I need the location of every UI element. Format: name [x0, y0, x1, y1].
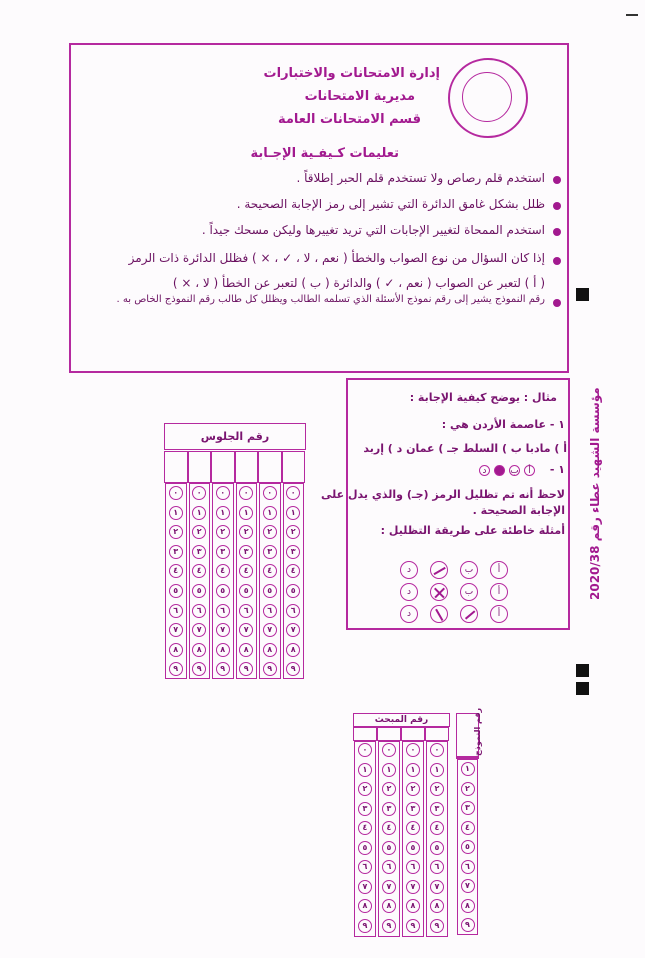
wrong-ex-check	[460, 605, 478, 623]
subject-number-title: رقم المبحث	[353, 713, 450, 727]
instruction-1: استخدم قلم رصاص ولا تستخدم قلم الحبر إطلاقاً .	[296, 171, 545, 185]
seat-bubble[interactable]: ٦	[239, 604, 253, 618]
seat-bubble[interactable]: ٩	[239, 662, 253, 676]
seat-bubble[interactable]: ٢	[192, 525, 206, 539]
subject-bubble[interactable]: ٧	[358, 880, 372, 894]
seat-bubble[interactable]: ٩	[263, 662, 277, 676]
subject-digit-box	[353, 727, 377, 741]
wrong-ex-alef: أ	[490, 561, 508, 579]
seat-digit-box	[235, 451, 259, 483]
instruction-3: استخدم الممحاة لتغيير الإجابات التي تريد تغييرها وليكن مسحك جيداً .	[201, 223, 545, 237]
wrong-ex-scribble	[430, 561, 448, 579]
model-number-title: رقم النموذج	[456, 713, 479, 757]
seat-bubble[interactable]: ٤	[216, 564, 230, 578]
seat-bubble[interactable]: ١	[263, 506, 277, 520]
seat-digit-box	[211, 451, 235, 483]
bullet-3	[553, 228, 561, 236]
seat-bubble[interactable]: ٥	[169, 584, 183, 598]
subject-bubble[interactable]: ٢	[406, 782, 420, 796]
corner-dash	[626, 14, 638, 16]
seat-bubble[interactable]: ٩	[216, 662, 230, 676]
subject-digit-box	[377, 727, 401, 741]
model-bubble[interactable]: ٨	[461, 899, 475, 913]
seat-bubble[interactable]: ٠	[216, 486, 230, 500]
seat-bubble[interactable]: ٨	[263, 643, 277, 657]
example-row-label: ١ -	[549, 463, 565, 476]
registration-mark	[576, 288, 589, 301]
wrong-ex-alef: أ	[490, 605, 508, 623]
seat-bubble[interactable]: ٣	[216, 545, 230, 559]
subject-digit-box	[401, 727, 425, 741]
seat-bubble[interactable]: ١	[192, 506, 206, 520]
seat-bubble[interactable]: ٧	[239, 623, 253, 637]
subject-bubble[interactable]: ٣	[382, 802, 396, 816]
example-heading: مثال : يوضح كيفية الإجابة :	[409, 391, 557, 404]
instruction-2: ظلل بشكل غامق الدائرة التي تشير إلى رمز الإجابة الصحيحة .	[236, 197, 545, 211]
subject-bubble[interactable]: ٨	[406, 899, 420, 913]
model-bubble[interactable]: ٢	[461, 782, 475, 796]
seat-digit-box	[164, 451, 188, 483]
seat-bubble[interactable]: ٩	[286, 662, 300, 676]
seat-bubble[interactable]: ٩	[169, 662, 183, 676]
seat-bubble[interactable]: ٣	[263, 545, 277, 559]
wrong-ex-alef: أ	[490, 583, 508, 601]
dept-name-1: إدارة الامتحانات والاختبارات	[263, 66, 440, 81]
seat-bubble[interactable]: ١	[216, 506, 230, 520]
subject-bubble[interactable]: ١	[382, 763, 396, 777]
model-bubble[interactable]: ٩	[461, 918, 475, 932]
subject-bubble[interactable]: ٥	[406, 841, 420, 855]
bullet-2	[553, 202, 561, 210]
seat-bubble[interactable]: ١	[286, 506, 300, 520]
subject-bubble[interactable]: ٩	[430, 919, 444, 933]
seat-bubble[interactable]: ٥	[239, 584, 253, 598]
wrong-ex-cross	[430, 583, 448, 601]
seat-bubble[interactable]: ٤	[169, 564, 183, 578]
seat-bubble[interactable]: ٤	[286, 564, 300, 578]
subject-bubble[interactable]: ١	[358, 763, 372, 777]
seat-bubble[interactable]: ٠	[286, 486, 300, 500]
subject-bubble[interactable]: ٩	[358, 919, 372, 933]
wrong-ex-ba: ب	[460, 583, 478, 601]
seat-bubble[interactable]: ٤	[239, 564, 253, 578]
seat-bubble[interactable]: ٨	[216, 643, 230, 657]
seat-bubble[interactable]: ٨	[169, 643, 183, 657]
example-question: ١ - عاصمة الأردن هي :	[441, 418, 565, 431]
seat-bubble[interactable]: ٦	[263, 604, 277, 618]
example-options: أ ) مادبا ب ) السلط جـ ) عمان د ) إربد	[363, 442, 567, 455]
subject-bubble[interactable]: ٤	[430, 821, 444, 835]
subject-bubble[interactable]: ٣	[406, 802, 420, 816]
seat-bubble[interactable]: ٥	[286, 584, 300, 598]
wrong-ex-dal: د	[400, 583, 418, 601]
example-bubble-dal: د	[479, 465, 490, 476]
subject-bubble[interactable]: ٢	[430, 782, 444, 796]
wrong-ex-dal: د	[400, 605, 418, 623]
seat-number-title: رقم الجلوس	[164, 423, 306, 450]
bullet-1	[553, 176, 561, 184]
seat-bubble[interactable]: ١	[239, 506, 253, 520]
wrong-ex-ba: ب	[460, 561, 478, 579]
wrong-examples-title: أمثلة خاطئة على طريقة التظليل :	[380, 524, 565, 537]
subject-bubble[interactable]: ٠	[358, 743, 372, 757]
example-bubble-ba: ب	[510, 466, 519, 476]
model-bubble[interactable]: ٦	[461, 860, 475, 874]
subject-bubble[interactable]: ٥	[358, 841, 372, 855]
seat-bubble[interactable]: ٨	[239, 643, 253, 657]
wrong-ex-scratch	[430, 605, 448, 623]
seat-bubble[interactable]: ٠	[169, 486, 183, 500]
subject-bubble[interactable]: ٤	[358, 821, 372, 835]
registration-mark	[576, 682, 589, 695]
instruction-4: إذا كان السؤال من نوع الصواب والخطأ ( نعم ، لا ، ✓ ، × ) فظلل الدائرة ذات الرمز	[128, 251, 545, 265]
model-bubble[interactable]: ٤	[461, 821, 475, 835]
instruction-4-cont: ( أ ) لتعبر عن الصواب ( نعم ، ✓ ) والدائرة ( ب ) لتعبر عن الخطأ ( لا ، × )	[172, 276, 545, 290]
seat-digit-box	[258, 451, 282, 483]
model-bubble[interactable]: ٧	[461, 879, 475, 893]
subject-bubble[interactable]: ٦	[382, 860, 396, 874]
subject-bubble[interactable]: ٨	[382, 899, 396, 913]
seat-bubble[interactable]: ٧	[263, 623, 277, 637]
seat-bubble[interactable]: ٠	[263, 486, 277, 500]
subject-bubble[interactable]: ٠	[382, 743, 396, 757]
subject-bubble[interactable]: ٦	[406, 860, 420, 874]
seat-bubble[interactable]: ٠	[192, 486, 206, 500]
seat-bubble[interactable]: ٨	[286, 643, 300, 657]
seat-bubble[interactable]: ٤	[263, 564, 277, 578]
bullet-4	[553, 257, 561, 265]
subject-bubble[interactable]: ١	[430, 763, 444, 777]
dept-name-3: قسم الامتحانات العامة	[277, 112, 421, 127]
seat-bubble[interactable]: ٧	[169, 623, 183, 637]
seat-bubble[interactable]: ٢	[239, 525, 253, 539]
subject-bubble[interactable]: ٤	[406, 821, 420, 835]
subject-bubble[interactable]: ٠	[430, 743, 444, 757]
seat-bubble[interactable]: ١	[169, 506, 183, 520]
subject-bubble[interactable]: ٣	[430, 802, 444, 816]
dept-name-2: مديرية الامتحانات	[304, 89, 415, 104]
model-bubble[interactable]: ١	[461, 762, 475, 776]
crown-emblem-icon	[462, 72, 512, 122]
seat-bubble[interactable]: ٢	[263, 525, 277, 539]
instruction-5: رقم النموذج يشير إلى رقم نموذج الأسئلة الذي تسلمه الطالب ويظلل كل طالب رقم النموذج الخاص به .	[116, 294, 545, 305]
seat-bubble[interactable]: ٠	[239, 486, 253, 500]
subject-bubble[interactable]: ٨	[358, 899, 372, 913]
subject-bubble[interactable]: ٠	[406, 743, 420, 757]
seat-bubble[interactable]: ٦	[286, 604, 300, 618]
wrong-ex-dal: د	[400, 561, 418, 579]
subject-bubble[interactable]: ٧	[430, 880, 444, 894]
seat-bubble[interactable]: ٢	[286, 525, 300, 539]
instructions-title: تعليمات كـيفـية الإجـابة	[250, 146, 399, 161]
subject-bubble[interactable]: ٥	[382, 841, 396, 855]
subject-bubble[interactable]: ٧	[382, 880, 396, 894]
example-note-2: الإجابة الصحيحة .	[472, 504, 565, 517]
seat-bubble[interactable]: ٣	[239, 545, 253, 559]
subject-bubble[interactable]: ٥	[430, 841, 444, 855]
seat-bubble[interactable]: ٦	[192, 604, 206, 618]
registration-mark	[576, 664, 589, 677]
subject-bubble[interactable]: ٧	[406, 880, 420, 894]
seat-bubble[interactable]: ٢	[216, 525, 230, 539]
seat-bubble[interactable]: ٧	[216, 623, 230, 637]
seat-bubble[interactable]: ٦	[169, 604, 183, 618]
seat-bubble[interactable]: ٣	[286, 545, 300, 559]
example-bubble-alef: أ	[524, 465, 535, 476]
seat-bubble[interactable]: ٥	[263, 584, 277, 598]
seat-bubble[interactable]: ٤	[192, 564, 206, 578]
seat-digit-box	[282, 451, 306, 483]
seat-digit-box	[188, 451, 212, 483]
subject-bubble[interactable]: ٤	[382, 821, 396, 835]
seat-bubble[interactable]: ٥	[216, 584, 230, 598]
example-bubble-jeem-filled	[494, 465, 505, 476]
vertical-label: مؤسسة الشهيد عطاء رقم 2020/38	[588, 387, 602, 600]
seat-bubble[interactable]: ٣	[169, 545, 183, 559]
subject-bubble[interactable]: ٣	[358, 802, 372, 816]
seat-bubble[interactable]: ٥	[192, 584, 206, 598]
seat-bubble[interactable]: ٦	[216, 604, 230, 618]
seat-bubble[interactable]: ٧	[286, 623, 300, 637]
seat-bubble[interactable]: ٣	[192, 545, 206, 559]
subject-bubble[interactable]: ٢	[358, 782, 372, 796]
model-bubble[interactable]: ٥	[461, 840, 475, 854]
subject-bubble[interactable]: ٨	[430, 899, 444, 913]
seat-bubble[interactable]: ٧	[192, 623, 206, 637]
model-bubble[interactable]: ٣	[461, 801, 475, 815]
subject-bubble[interactable]: ٩	[382, 919, 396, 933]
subject-bubble[interactable]: ٩	[406, 919, 420, 933]
bullet-5	[553, 299, 561, 307]
seat-bubble[interactable]: ٩	[192, 662, 206, 676]
seat-bubble[interactable]: ٢	[169, 525, 183, 539]
subject-bubble[interactable]: ١	[406, 763, 420, 777]
subject-bubble[interactable]: ٢	[382, 782, 396, 796]
subject-bubble[interactable]: ٦	[358, 860, 372, 874]
subject-bubble[interactable]: ٦	[430, 860, 444, 874]
example-note-1: لاحظ أنه تم تظليل الرمز (جـ) والذي يدل على	[321, 488, 565, 501]
subject-digit-box	[425, 727, 449, 741]
seat-bubble[interactable]: ٨	[192, 643, 206, 657]
